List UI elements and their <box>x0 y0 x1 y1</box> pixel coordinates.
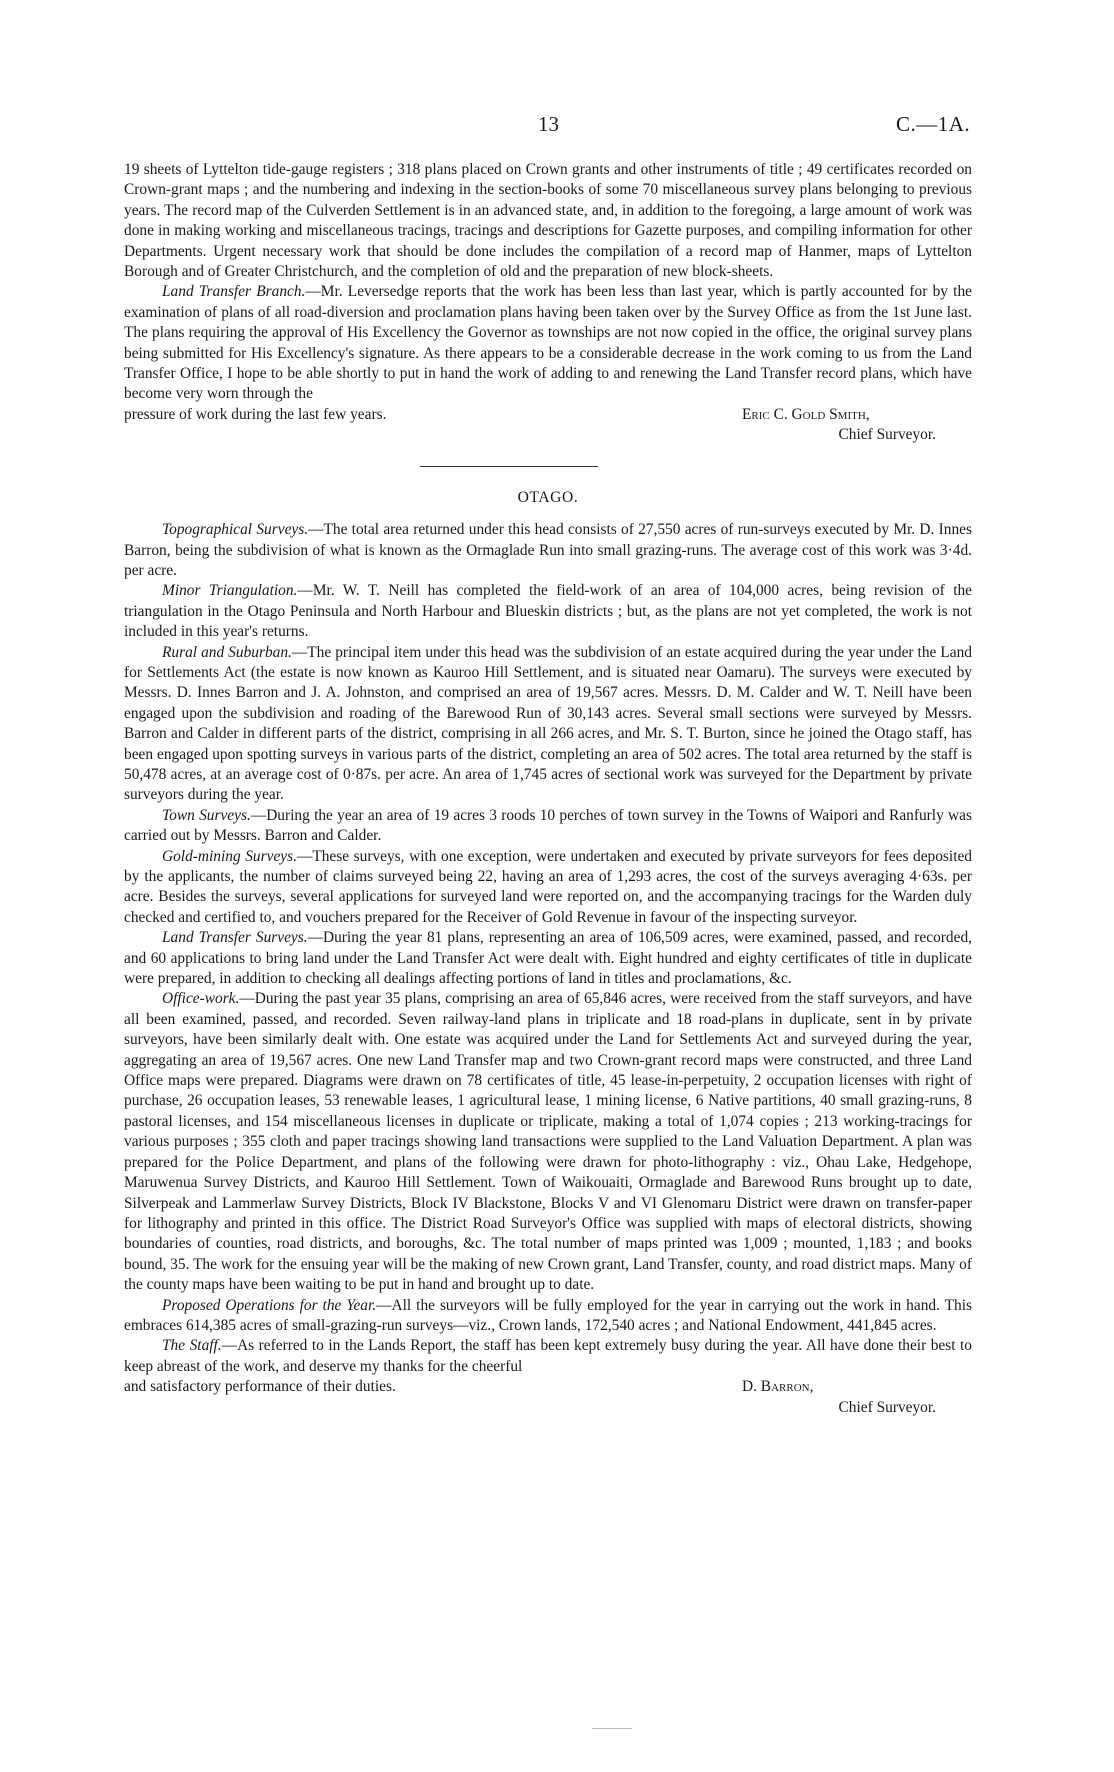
land-transfer-last-line: pressure of work during the last few years. <box>124 405 387 423</box>
paragraph-text: —These surveys, with one exception, were undertaken and executed by private surveyors for fees deposited by the applicants, the number of claims surveyed being 22, having an area of 1,293 acres, the cost of the surveys averaging 4·63s. per acre. Besides the surveys, several applications for surveyed land were reported on, and the accompanying tracings for the Warden duly checked and certified to, and vouchers prepared for the Receiver of Gold Revenue in favour of the inspecting surveyor. <box>124 847 972 926</box>
paragraph-heading: Office-work. <box>162 990 240 1008</box>
otago-section-title: OTAGO. <box>517 488 579 506</box>
paragraph-text: —The total area returned under this head consists of 27,550 acres of run-surveys executed by Mr. D. Innes Barron, being the subdivision of what is known as the Ormaglade Run into small grazing-runs. The average cost of this work was 3·4d. per acre. <box>124 521 972 579</box>
otago-signature-name: D. Barron, <box>742 1378 814 1396</box>
paragraph-text: —During the past year 35 plans, comprising an area of 65,846 acres, were received from the staff surveyors, and have all been examined, passed, and recorded. Seven railway-land plans in triplicate and 18 road-plans in duplicate, sent in by private surveyors, have been similarly dealt with. One estate was acquired under the Land for Settlements Act and surveyed during the year, aggregating an area of 19,567 acres. One new Land Transfer map and two Crown-grant record maps were constructed, and three Land Office maps were prepared. Diagrams were drawn on 78 certificates of title, 45 lease-in-perpetuity, 2 occupation licenses with right of purchase, 26 occupation leases, 53 renewable leases, 1 agricultural lease, 1 mining license, 6 Native partitions, 40 small grazing-runs, 8 pastoral licenses, and 154 miscellaneous licenses in duplicate or triplicate, making a total of 1,074 copies ; 213 working-tracings for various purposes ; 355 cloth and paper tracings showing land transactions were supplied to the Land Valuation Department. A plan was prepared for the Police Department, and plans of the following were drawn for photo-lithography : viz., Ohau Lake, Hedgehope, Maruwenua Survey Districts, and Kauroo Hill Settlement. Town of Waikouaiti, Ormaglade and Barewood Runs brought up to date, Silverpeak and Lammerlaw Survey Districts, Block IV Blackstone, Blocks V and VI Glenomaru District were drawn on transfer-paper for lithography and printed in this office. The District Road Surveyor's Office was supplied with maps of electoral districts, showing boundaries of counties, road districts, and boroughs, &c. The total number of maps printed was 1,009 ; mounted, 1,183 ; and books bound, 35. The work for the ensuing year will be the making of new Crown grant, Land Transfer, county, and road district maps. Many of the county maps have been waiting to be put in hand and brought up to date. <box>124 990 972 1294</box>
staff-heading: The Staff. <box>162 1337 222 1355</box>
land-transfer-paragraph <box>124 282 972 404</box>
paragraph-text: —Mr. W. T. Neill has completed the field-work of an area of 104,000 acres, being revision of the triangulation in the Otago Peninsula and North Harbour and Blueskin districts ; but, as the plans are not yet completed, the work is not included in this year's returns. <box>124 582 973 641</box>
paragraph-text: —The principal item under this head was the subdivision of an estate acquired during the year under the Land for Settlements Act (the estate is now known as Kauroo Hill Settlement, and is situated near Oamaru). The surveys were executed by Messrs. D. Innes Barron and J. A. Johnston, and comprised an area of 19,567 acres. Messrs. D. M. Calder and W. T. Neill have been engaged upon the subdivision and roading of the Barewood Run of 30,143 acres. Several small sections were surveyed by Messrs. Barron and Calder in different parts of the district, comprising in all 266 acres, and Mr. S. T. Burton, since he joined the Otago staff, has been engaged upon spotting surveys in various parts of the district, completing an area of 502 acres. The total area returned by the staff is 50,478 acres, at an average cost of 0·87s. per acre. An area of 1,745 acres of sectional work was surveyed for the Department by private surveyors during the year. <box>124 643 972 804</box>
page-header <box>0 112 1114 142</box>
paragraph-heading: Topographical Surveys. <box>162 521 309 539</box>
land-transfer-heading: Land Transfer Branch. <box>162 283 306 301</box>
page-number: 13 <box>538 112 559 136</box>
otago-signature-title: Chief Surveyor. <box>838 1398 936 1416</box>
canterbury-signature-title: Chief Surveyor. <box>838 426 936 444</box>
otago-paragraph-rural <box>124 643 972 806</box>
paragraph-text: —All the surveyors will be fully employed for the year in carrying out the work in hand. This embraces 614,385 acres of small-grazing-run surveys—viz., Crown lands, 172,540 acres ; and National Endowment, 441,845 acres. <box>124 1296 972 1334</box>
otago-paragraph-triangulation <box>124 581 972 642</box>
otago-paragraph-office-work <box>124 989 972 1295</box>
paragraph-heading: Rural and Suburban. <box>162 643 292 661</box>
staff-text: —As referred to in the Lands Report, the staff has been kept extremely busy during the year. All have done their best to keep abreast of the work, and deserve my thanks for the cheerful <box>124 1337 972 1375</box>
section-divider <box>124 446 972 480</box>
land-transfer-text: —Mr. Leversedge reports that the work has been less than last year, which is partly accounted for by the examination of plans of all road-diversion and proclamation plans having been taken over by the Survey Office as from the 1st June last. The plans requiring the approval of His Excellency the Governor as townships are not now copied in the office, the original survey plans being submitted for His Excellency's signature. As there appears to be a considerable decrease in the work coming to us from the Land Transfer Office, I hope to be able shortly to put in hand the work of adding to and renewing the Land Transfer record plans, which have become very worn through the <box>124 283 972 403</box>
page-body <box>124 160 972 1418</box>
paragraph-text: —During the year 81 plans, representing an area of 106,509 acres, were examined, passed, and recorded, and 60 applications to bring land under the Land Transfer Act were dealt with. Eight hundred and eighty certificates of title in duplicate were prepared, in addition to checking all dealings affecting portions of land in titles and proclamations, &c. <box>124 929 972 988</box>
canterbury-signature-row <box>124 405 972 425</box>
otago-paragraph-topographical <box>124 520 972 581</box>
paragraph-heading: Minor Triangulation. <box>162 582 298 600</box>
otago-paragraph-staff <box>124 1336 972 1377</box>
otago-signature-row <box>124 1377 972 1397</box>
canterbury-signature-name: Eric C. Gold Smith, <box>742 405 870 423</box>
continued-paragraph: 19 sheets of Lyttelton tide-gauge registers ; 318 plans placed on Crown grants and other instruments of title ; 49 certificates recorded on Crown-grant maps ; and the numbering and indexing in the section-books of some 70 miscellaneous survey plans belonging to previous years. The record map of the Culverden Settlement is in an advanced state, and, in addition to the foregoing, a large amount of work was done in making working and miscellaneous tracings, tracings and descriptions for Gazette purposes, and compiling information for other Departments. Urgent necessary work that should be done includes the compilation of a record map of Hanmer, maps of Lyttelton Borough and of Greater Christchurch, and the completion of old and the preparation of new block-sheets. <box>124 161 972 281</box>
paragraph-heading: Town Surveys. <box>162 806 251 824</box>
otago-paragraph-town <box>124 806 972 847</box>
paragraph-text: —During the year an area of 19 acres 3 roods 10 perches of town survey in the Towns of Waipori and Ranfurly was carried out by Messrs. Barron and Calder. <box>124 806 972 845</box>
document-reference: C.—1A. <box>896 112 971 136</box>
otago-paragraph-proposed <box>124 1296 972 1337</box>
divider-rule <box>420 466 598 467</box>
otago-paragraph-land-transfer <box>124 928 972 989</box>
paragraph-heading: Proposed Operations for the Year. <box>162 1296 377 1314</box>
paragraph-heading: Gold-mining Surveys. <box>162 847 297 865</box>
paragraph-heading: Land Transfer Surveys. <box>162 929 308 947</box>
staff-last-line: and satisfactory performance of their duties. <box>124 1378 396 1396</box>
scan-mark <box>592 1728 632 1733</box>
otago-paragraph-gold-mining <box>124 847 972 929</box>
